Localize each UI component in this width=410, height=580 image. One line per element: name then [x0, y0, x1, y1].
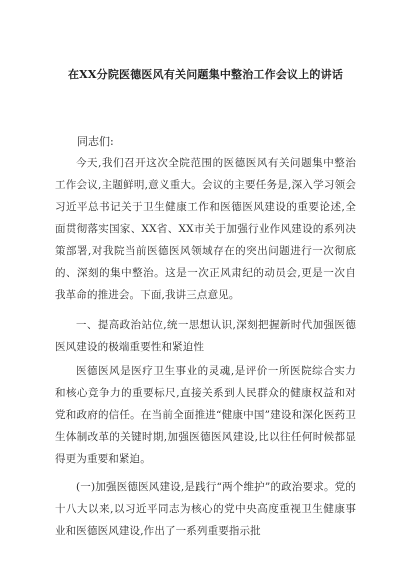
document-title: 在XX分院医德医风有关问题集中整治工作会议上的讲话 — [67, 68, 344, 81]
subsection-1: (一)加强医德医风建设,是践行“两个维护”的政治要求。党的十八大以来,以习近平同志为核心的党中央高度重视卫生健康事业和医德医风建设,作出了一系列重要指示批 — [55, 481, 356, 537]
salutation: 同志们: — [77, 135, 114, 148]
section-heading-1: 一、提高政治站位,统一思想认识,深刻把握新时代加强医德医风建设的极端重要性和紧迫性 — [55, 319, 356, 353]
section-1-body: 医德医风是医疗卫生事业的灵魂,是评价一所医院综合实力和核心竞争力的重要标尺,直接关系到人民群众的健康权益和对党和政府的信任。在当前全面推进“健康中国”建设和深化医药卫生体制改革的关键时期,加强医德医风建设,比以往任何时候都显得更为重要和紧迫。 — [55, 365, 356, 465]
opening-paragraph: 今天,我们召开这次全院范围的医德医风有关问题集中整治工作会议,主题鲜明,意义重大。会议的主要任务是,深入学习领会习近平总书记关于卫生健康工作和医德医风建设的重要论述,全面贯彻落实国家、XX省、XX市关于加强行业作风建设的系列决策部署,对我院当前医德医风领域存在的突出问题进行一次彻底的、深刻的集中整治。这是一次正风肃纪的动员会,更是一次自我革命的推进会。下面,我讲三点意见。 — [55, 157, 356, 301]
